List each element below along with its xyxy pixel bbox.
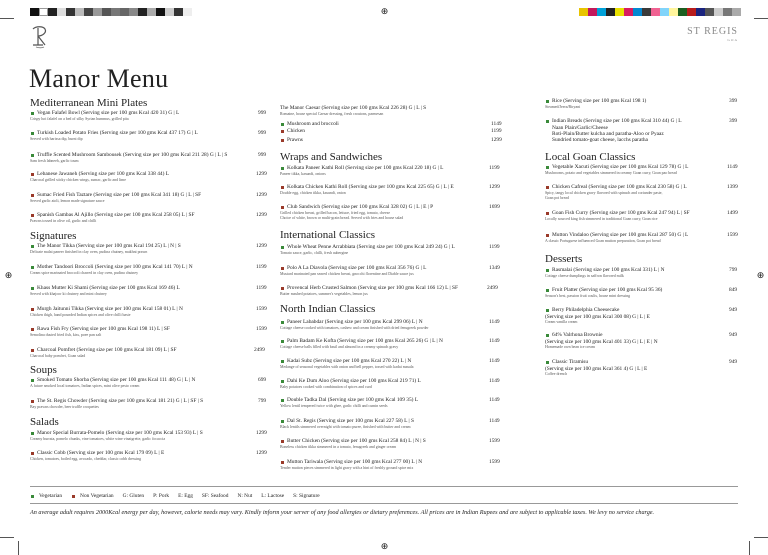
item-name: Kolkata Chicken Kathi Roll (Serving size per 100 gms Kcal 225 65) G | L | E xyxy=(287,184,454,190)
item-price: 1149 xyxy=(489,319,500,325)
item-desc: Chicken, tomatoes, boiled egg, avocado, cheddar, classic cobb dressing xyxy=(30,457,142,461)
section-title-salads: Salads xyxy=(30,416,59,428)
crop-mark xyxy=(0,18,14,19)
item-desc: Black lentils simmered overnight with tomato puree, finished with butter and cream xyxy=(280,425,411,429)
menu-item xyxy=(280,378,533,390)
item-name: Vegan Falafel Bowl (Serving size per 100 gms Kcal 420 31) G | L xyxy=(37,110,180,116)
veg-icon xyxy=(545,288,550,293)
brand-subtitle: GOA xyxy=(727,38,738,42)
nonveg-icon xyxy=(280,138,285,143)
section-title-north-indian: North Indian Classics xyxy=(280,303,376,315)
item-desc: Grilled chicken breast, grilled bacon, lettuce, fried egg, tomato, cheese xyxy=(280,211,390,215)
item-desc: Locally sourced king fish simmered in traditional Goan curry, Goan rice xyxy=(545,217,658,221)
menu-item xyxy=(30,285,268,297)
option-price: 1199 xyxy=(491,128,502,134)
item-price: 1149 xyxy=(727,164,738,170)
item-price: 849 xyxy=(729,287,738,293)
item-name: Lebanese Jawaneh (Serving size per 100 gms Kcal 338 44) L xyxy=(37,171,170,177)
page-title: Manor Menu xyxy=(29,64,169,93)
item-name: Dahi Ke Dum Aloo (Serving size per 100 gms Kcal 219 71) L xyxy=(287,378,421,384)
veg-icon xyxy=(30,378,35,383)
legend-nonveg: Non Vegetarian xyxy=(80,493,114,499)
veg-icon xyxy=(30,153,35,158)
veg-icon xyxy=(545,268,550,273)
item-name: Sumac Fried Fish Taztare (Serving size per 100 gms Kcal 341 18) G | L | SF xyxy=(37,192,202,198)
item-name: The Manor Caesar (Serving size per 100 gms Kcal 226 28) G | L | S xyxy=(280,105,427,111)
menu-item xyxy=(280,338,533,350)
print-color-bar xyxy=(579,8,741,16)
menu-item-rice xyxy=(545,98,740,110)
veg-icon xyxy=(280,379,285,384)
veg-icon xyxy=(545,99,550,104)
nonveg-icon xyxy=(30,213,35,218)
item-desc: Cottage cheese balls filled with basil and almond in a creamy spinach gravy xyxy=(280,345,399,349)
nonveg-icon xyxy=(545,233,550,238)
menu-item xyxy=(280,265,533,277)
menu-item xyxy=(280,438,533,450)
item-name: Khass Mutter Ki Shami (Serving size per 100 gms Kcal 169 46) L xyxy=(37,285,180,291)
menu-item xyxy=(545,164,740,176)
item-desc: Served with harissa dip, burnt dip xyxy=(30,137,83,141)
bread-line: Naan Plain/Garlic/Cheese xyxy=(552,125,608,131)
caesar-option xyxy=(280,137,533,143)
item-price: 949 xyxy=(729,307,738,313)
item-name: Rawa Fish Fry (Serving size per 100 gms Kcal 198 11) L | SF xyxy=(37,326,170,332)
item-price: 799 xyxy=(729,267,738,273)
item-name: Smoked Tomato Shorba (Serving size per 100 gms Kcal 111 48) G | L | N xyxy=(37,377,196,383)
item-desc: Butter mashed potatoes, summer's vegetables, lemon jus xyxy=(280,292,368,296)
item-price: 1199 xyxy=(489,244,500,250)
item-desc: Creamy burrata, pomelo chunks, vine tomatoes, white wine vinaigrette, garlic focaccia xyxy=(30,437,166,441)
menu-item xyxy=(30,110,268,122)
menu-item xyxy=(30,212,268,224)
item-name: Double Tadka Dal (Serving size per 100 gms Kcal 109 35) L xyxy=(287,397,419,403)
nonveg-icon xyxy=(280,185,285,190)
option-label: Mushroom and broccoli xyxy=(287,121,339,127)
item-name: Classic Cobb (Serving size per 100 gms Kcal 179 09) L | E xyxy=(37,450,165,456)
item-name: Mutton Tariwala (Serving size per 100 gms Kcal 277 00) L | N xyxy=(287,459,423,465)
veg-icon xyxy=(30,131,35,136)
crop-mark xyxy=(0,537,14,538)
item-name: Rice (Serving size per 100 gms Kcal 198 1) xyxy=(552,98,647,104)
item-desc: Season's best, passion fruit coulis, house mint dressing xyxy=(545,294,631,298)
caesar-option xyxy=(280,128,533,134)
brand-wordmark xyxy=(687,26,738,42)
section-title-soups: Soups xyxy=(30,364,57,376)
item-name: Kolkata Paneer Kathi Roll (Serving size per 100 gms Kcal 220 18) G | L xyxy=(287,165,444,171)
item-serving: (Serving size per 100 gms Kcal 401 33) G | L | E | N xyxy=(545,339,658,345)
item-desc: Delicate malai paneer finished in clay oven, pudina chutney, makhni prawn xyxy=(30,250,148,254)
item-name: Club Sandwich (Serving size per 100 gms Kcal 328 02) G | L | E | P xyxy=(287,204,434,210)
item-price: 1299 xyxy=(256,212,267,218)
item-price: 1599 xyxy=(256,306,267,312)
item-name: Murgh Jaitunni Tikka (Serving size per 100 gms Kcal 158 01) L | N xyxy=(37,306,183,312)
registration-mark-icon: ⊕ xyxy=(4,271,13,281)
menu-item xyxy=(30,243,268,255)
item-desc: Spicy, tangy local chicken gravy flavored with spinach and coriander paste, xyxy=(545,191,663,195)
legend-nut: N: Nut xyxy=(237,493,253,499)
nonveg-icon xyxy=(280,266,285,271)
section-title-goan: Local Goan Classics xyxy=(545,151,636,163)
item-name: Palm Badam Ke Kofta (Serving size per 100 gms Kcal 265 26) G | L | N xyxy=(287,338,443,344)
veg-icon xyxy=(30,265,35,270)
item-price: 799 xyxy=(258,398,267,404)
item-price: 1499 xyxy=(727,210,738,216)
veg-icon xyxy=(545,333,550,338)
item-name: Polo A La Diavola (Serving size per 100 gms Kcal 356 76) G | L xyxy=(287,265,427,271)
item-price: 1699 xyxy=(489,204,500,210)
menu-item xyxy=(280,397,533,409)
section-title-wraps: Wraps and Sandwiches xyxy=(280,151,383,163)
item-name: Fruit Platter (Serving size per 100 gms Kcal 95 36) xyxy=(552,287,663,293)
item-price: 999 xyxy=(258,110,267,116)
item-name: Vegetable Xacuti (Serving size per 100 gms Kcal 129 78) G | L xyxy=(552,164,689,170)
item-name: Charcoal Pomfret (Serving size per 100 gms Kcal 181 09) L | SF xyxy=(37,347,177,353)
item-price: 1149 xyxy=(489,418,500,424)
option-label: Chicken xyxy=(287,128,305,134)
nonveg-icon xyxy=(545,185,550,190)
menu-item xyxy=(280,244,533,256)
item-desc: Steamed/Jeera/Biryani xyxy=(545,105,581,109)
item-name: Indian Breads (Serving size per 100 gms Kcal 310 44) G | L xyxy=(552,118,682,124)
caesar-option xyxy=(280,121,533,127)
item-price: 1599 xyxy=(727,232,738,238)
veg-icon xyxy=(280,320,285,325)
item-name: Mother Tandoori Broccoli (Serving size per 100 gms Kcal 141 70) L | N xyxy=(37,264,193,270)
item-name: Classic Tiramisu xyxy=(552,359,589,365)
section-title-desserts: Desserts xyxy=(545,253,583,265)
item-desc: Yellow lentil tempered twice with ghee, garlic chilli and cumin seeds xyxy=(280,404,388,408)
item-desc: Paneer tikka, kasundi, onions xyxy=(280,172,326,176)
menu-item xyxy=(545,184,740,201)
menu-item xyxy=(30,347,268,359)
menu-item xyxy=(545,307,740,325)
item-price: 1199 xyxy=(256,264,267,270)
item-desc: Charcoal baby pomfret, Goan salad xyxy=(30,354,86,358)
menu-item xyxy=(545,210,740,222)
item-desc: Coffee drench xyxy=(545,372,568,376)
item-name: Butter Chicken (Serving size per 100 gms Kcal 258 84) L | N | S xyxy=(287,438,426,444)
item-name: Berry Philadelphia Cheesecake xyxy=(552,307,620,313)
item-desc: Mushrooms, potato and vegetables simmered in creamy Goan curry, Goan pao bread xyxy=(545,171,677,175)
menu-item xyxy=(545,359,740,377)
item-name: Spanish Gambas Al Ajillo (Serving size per 100 gms Kcal 258 05) L | SF xyxy=(37,212,195,218)
menu-item xyxy=(30,398,268,410)
section-title-mediterranean: Mediterranean Mini Plates xyxy=(30,97,148,109)
item-price: 1599 xyxy=(256,326,267,332)
menu-item xyxy=(545,267,740,279)
menu-item-breads xyxy=(545,118,740,143)
item-price: 1149 xyxy=(489,397,500,403)
item-desc: Boneless chicken tikka simmered in a tomato, fenugreek and ginger cream xyxy=(280,445,397,449)
menu-item xyxy=(545,232,740,244)
item-desc: Bay prawns chowder, beer truffle croquettes xyxy=(30,405,99,409)
item-price: 1299 xyxy=(256,430,267,436)
menu-item xyxy=(30,152,268,164)
bread-line: Sundried tomato-goat cheese, lacchs paratha xyxy=(552,137,648,143)
item-name: Chicken Cafreal (Serving size per 100 gms Kcal 230 58) G | L xyxy=(552,184,687,190)
menu-item xyxy=(30,450,268,462)
item-desc: Charcoal grilled sticky chicken wings, sumac, garlic and lime xyxy=(30,178,126,182)
registration-mark-icon: ⊕ xyxy=(380,542,389,552)
item-name: Rasmalai (Serving size per 100 gms Kcal 331) L | N xyxy=(552,267,665,273)
footnote: An average adult requires 2000Kcal energy per day, however, calorie needs may vary. Kindly inform your server of any food allergies or dietary preferences. All prices are in Indian Rupees and are subject to applicable taxes. We levy no service charge. xyxy=(30,509,655,516)
veg-icon xyxy=(280,122,285,127)
veg-icon xyxy=(545,308,550,313)
item-price: 999 xyxy=(258,130,267,136)
crop-mark xyxy=(754,537,768,538)
item-name: Goan Fish Curry (Serving size per 100 gms Kcal 247 94) L | SF xyxy=(552,210,690,216)
menu-item xyxy=(30,264,268,276)
item-price: 399 xyxy=(729,118,738,124)
nonveg-icon xyxy=(30,348,35,353)
item-desc: Prawns tossed in olive oil, garlic and chilli xyxy=(30,219,97,223)
legend-veg: Vegetarian xyxy=(39,493,63,499)
nonveg-icon xyxy=(30,399,35,404)
item-desc: Crispy hot falafel on a bed of silky Syrian hummus, grilled pita xyxy=(30,117,129,121)
menu-item xyxy=(280,319,533,331)
nonveg-icon xyxy=(280,286,285,291)
item-price: 949 xyxy=(729,359,738,365)
legend-signature: S: Signature xyxy=(293,493,320,499)
item-price: 1599 xyxy=(489,459,500,465)
registration-mark-icon: ⊕ xyxy=(380,7,389,17)
item-desc: Double egg, chicken tikka, kasundi, onion xyxy=(280,191,346,195)
veg-icon xyxy=(280,359,285,364)
item-price: 1349 xyxy=(489,265,500,271)
item-name: Truffle Scented Mushroom Sambousek (Serving size per 100 gms Kcal 211 28) G | L | S xyxy=(37,152,228,158)
crop-mark xyxy=(749,541,750,555)
item-serving: (Serving size per 100 gms Kcal 300 08) G | L | E xyxy=(545,314,650,320)
menu-item xyxy=(30,171,268,183)
item-price: 1299 xyxy=(256,171,267,177)
veg-icon xyxy=(280,166,285,171)
menu-item xyxy=(30,430,268,442)
item-price: 1399 xyxy=(727,184,738,190)
menu-item xyxy=(280,459,533,471)
item-desc: Mustard marinated pan seared chicken breast, gnocchi florentine and Diable sauce jus xyxy=(280,272,414,276)
menu-item xyxy=(280,285,533,297)
nonveg-icon xyxy=(30,172,35,177)
nonveg-icon xyxy=(280,460,285,465)
veg-icon xyxy=(280,245,285,250)
item-price: 1599 xyxy=(489,438,500,444)
nonveg-icon xyxy=(30,193,35,198)
nonveg-icon xyxy=(71,494,76,499)
item-price: 1299 xyxy=(256,450,267,456)
section-title-signatures: Signatures xyxy=(30,230,77,242)
menu-item xyxy=(280,358,533,370)
veg-icon xyxy=(30,111,35,116)
menu-item xyxy=(545,332,740,350)
legend-lactose: L: Lactose xyxy=(261,493,285,499)
nonveg-icon xyxy=(30,327,35,332)
item-serving: (Serving size per 100 gms Kcal 361 4) G | L | E xyxy=(545,366,648,372)
nonveg-icon xyxy=(280,439,285,444)
item-name: Paneer Lababdar (Serving size per 100 gms Kcal 299 06) L | N xyxy=(287,319,423,325)
menu-item xyxy=(30,326,268,338)
item-name: Mutton Vindaloo (Serving size per 100 gms Kcal 287 50) G | L xyxy=(552,232,689,238)
menu-item xyxy=(30,306,268,318)
item-desc-2: Choice of white, brown or multi-grain bread. Served with fries and house salad xyxy=(280,216,404,220)
item-price: 1149 xyxy=(489,358,500,364)
item-price: 399 xyxy=(729,98,738,104)
veg-icon xyxy=(30,431,35,436)
item-desc: Cottage cheese dumplings in saffron flavored milk xyxy=(545,274,624,278)
menu-item xyxy=(280,204,533,221)
legend-pork: P: Pork xyxy=(153,493,170,499)
item-desc: Sam fresh labneeh, garlic toum xyxy=(30,159,79,163)
item-desc: Served with khajoor ki chutney and mint chutney xyxy=(30,292,107,296)
crop-mark xyxy=(18,541,19,555)
item-desc: Chicken thigh, hand pounded Indian spices and olive chilli baste xyxy=(30,313,131,317)
nonveg-icon xyxy=(280,205,285,210)
section-title-international: International Classics xyxy=(280,229,376,241)
brand-name: ST REGIS xyxy=(687,26,738,37)
item-desc: A future smoked local tomatoes, Indian spices, mint olive pesto cream xyxy=(30,384,140,388)
option-label: Prawns xyxy=(287,137,303,143)
menu-item xyxy=(30,192,268,204)
veg-icon xyxy=(545,360,550,365)
item-desc: Served garlic aioli, lemon made signature sauce xyxy=(30,199,105,203)
item-desc: Romaine, house special Caesar dressing, fresh croutons, parmesan xyxy=(280,112,384,116)
veg-icon xyxy=(30,494,35,499)
nonveg-icon xyxy=(30,451,35,456)
item-name: Kadai Subz (Serving size per 100 gms Kcal 270 22) L | N xyxy=(287,358,412,364)
item-desc: Medange of seasonal vegetables with onion and bell pepper, tossed with kadai masala xyxy=(280,365,414,369)
item-price: 2499 xyxy=(254,347,265,353)
item-desc: Cream spice marinated broccoli charred in clay oven, pudina chutney xyxy=(30,271,139,275)
crop-mark xyxy=(754,18,768,19)
item-desc: Tender mutton pieces simmered in light gravy with a hint of freshly ground spice mix xyxy=(280,466,414,470)
option-price: 1149 xyxy=(491,121,502,127)
item-name: Dal St. Regis (Serving size per 100 gms Kcal 227 58) L | S xyxy=(287,418,414,424)
item-name: Whole Wheat Penne Arrabbiata (Serving size per 100 gms Kcal 249 24) G | L xyxy=(287,244,455,250)
item-price: 1299 xyxy=(256,243,267,249)
item-price: 999 xyxy=(258,152,267,158)
registration-mark-icon: ⊕ xyxy=(756,271,765,281)
option-price: 1299 xyxy=(491,137,502,143)
legend-egg: E: Egg xyxy=(178,493,193,499)
legend-gluten: G: Gluten xyxy=(122,493,145,499)
menu-item-caesar xyxy=(280,105,533,117)
menu-item xyxy=(30,377,268,389)
divider xyxy=(30,486,738,487)
item-desc: Baby potatoes cooked with combination of spices and curd xyxy=(280,385,372,389)
nonveg-icon xyxy=(280,129,285,134)
item-name: Manor Special Burrata-Pomelo (Serving size per 100 gms Kcal 153 93) L | S xyxy=(37,430,203,436)
legend-seafood: SF: Seafood xyxy=(201,493,229,499)
item-desc: A classic Portuguese influenced Goan mutton preparation, Goan poi bread xyxy=(545,239,661,243)
veg-icon xyxy=(30,286,35,291)
item-price: 1149 xyxy=(489,338,500,344)
item-name: 64% Valrhona Brownie xyxy=(552,332,603,338)
item-price: 1149 xyxy=(489,378,500,384)
item-desc: Homemade own bean ice cream xyxy=(545,345,595,349)
item-desc-2: Goan poi bread xyxy=(545,196,569,200)
item-price: 699 xyxy=(258,377,267,383)
item-name: The St. Regis Chowder (Serving size per 100 gms Kcal 181 21) G | L | SF | S xyxy=(37,398,204,404)
item-price: 1199 xyxy=(256,285,267,291)
veg-icon xyxy=(280,398,285,403)
item-desc: Semolina dusted fried fish, kiss, poee pan salt xyxy=(30,333,102,337)
logo-monogram-icon xyxy=(30,25,50,49)
item-name: The Manor Tikka (Serving size per 100 gms Kcal 194 25) L | N | S xyxy=(37,243,181,249)
dietary-legend xyxy=(30,493,320,499)
item-name: Turkish Loaded Potato Fries (Serving size per 100 gms Kcal 437 17) G | L xyxy=(37,130,198,136)
veg-icon xyxy=(280,419,285,424)
item-price: 1299 xyxy=(489,184,500,190)
item-price: 1199 xyxy=(489,165,500,171)
item-price: 2499 xyxy=(487,285,498,291)
item-name: Provencal Herb Crusted Salmon (Serving size per 100 gms Kcal 166 12) L | SF xyxy=(287,285,458,291)
veg-icon xyxy=(30,244,35,249)
menu-item xyxy=(280,418,533,430)
menu-item xyxy=(280,165,533,177)
divider xyxy=(30,503,738,504)
item-price: 949 xyxy=(729,332,738,338)
item-desc: Cream vanilla cream xyxy=(545,320,578,324)
veg-icon xyxy=(545,165,550,170)
print-grayscale-bar xyxy=(30,8,192,16)
menu-item xyxy=(30,130,268,142)
veg-icon xyxy=(280,339,285,344)
menu-item xyxy=(545,287,740,299)
menu-item xyxy=(280,184,533,196)
nonveg-icon xyxy=(30,307,35,312)
bread-line: Roti-Plain/Butter kulcha and paratha-Aloo or Pyaaz xyxy=(552,131,664,137)
nonveg-icon xyxy=(545,211,550,216)
veg-icon xyxy=(545,119,550,124)
item-price: 1299 xyxy=(256,192,267,198)
item-desc: Tomato sauce, garlic, chilli, fresh aubergine xyxy=(280,251,349,255)
item-desc: Cottage cheese cooked with tomatoes, cashew and cream finished with dried fenugreek powder xyxy=(280,326,429,330)
